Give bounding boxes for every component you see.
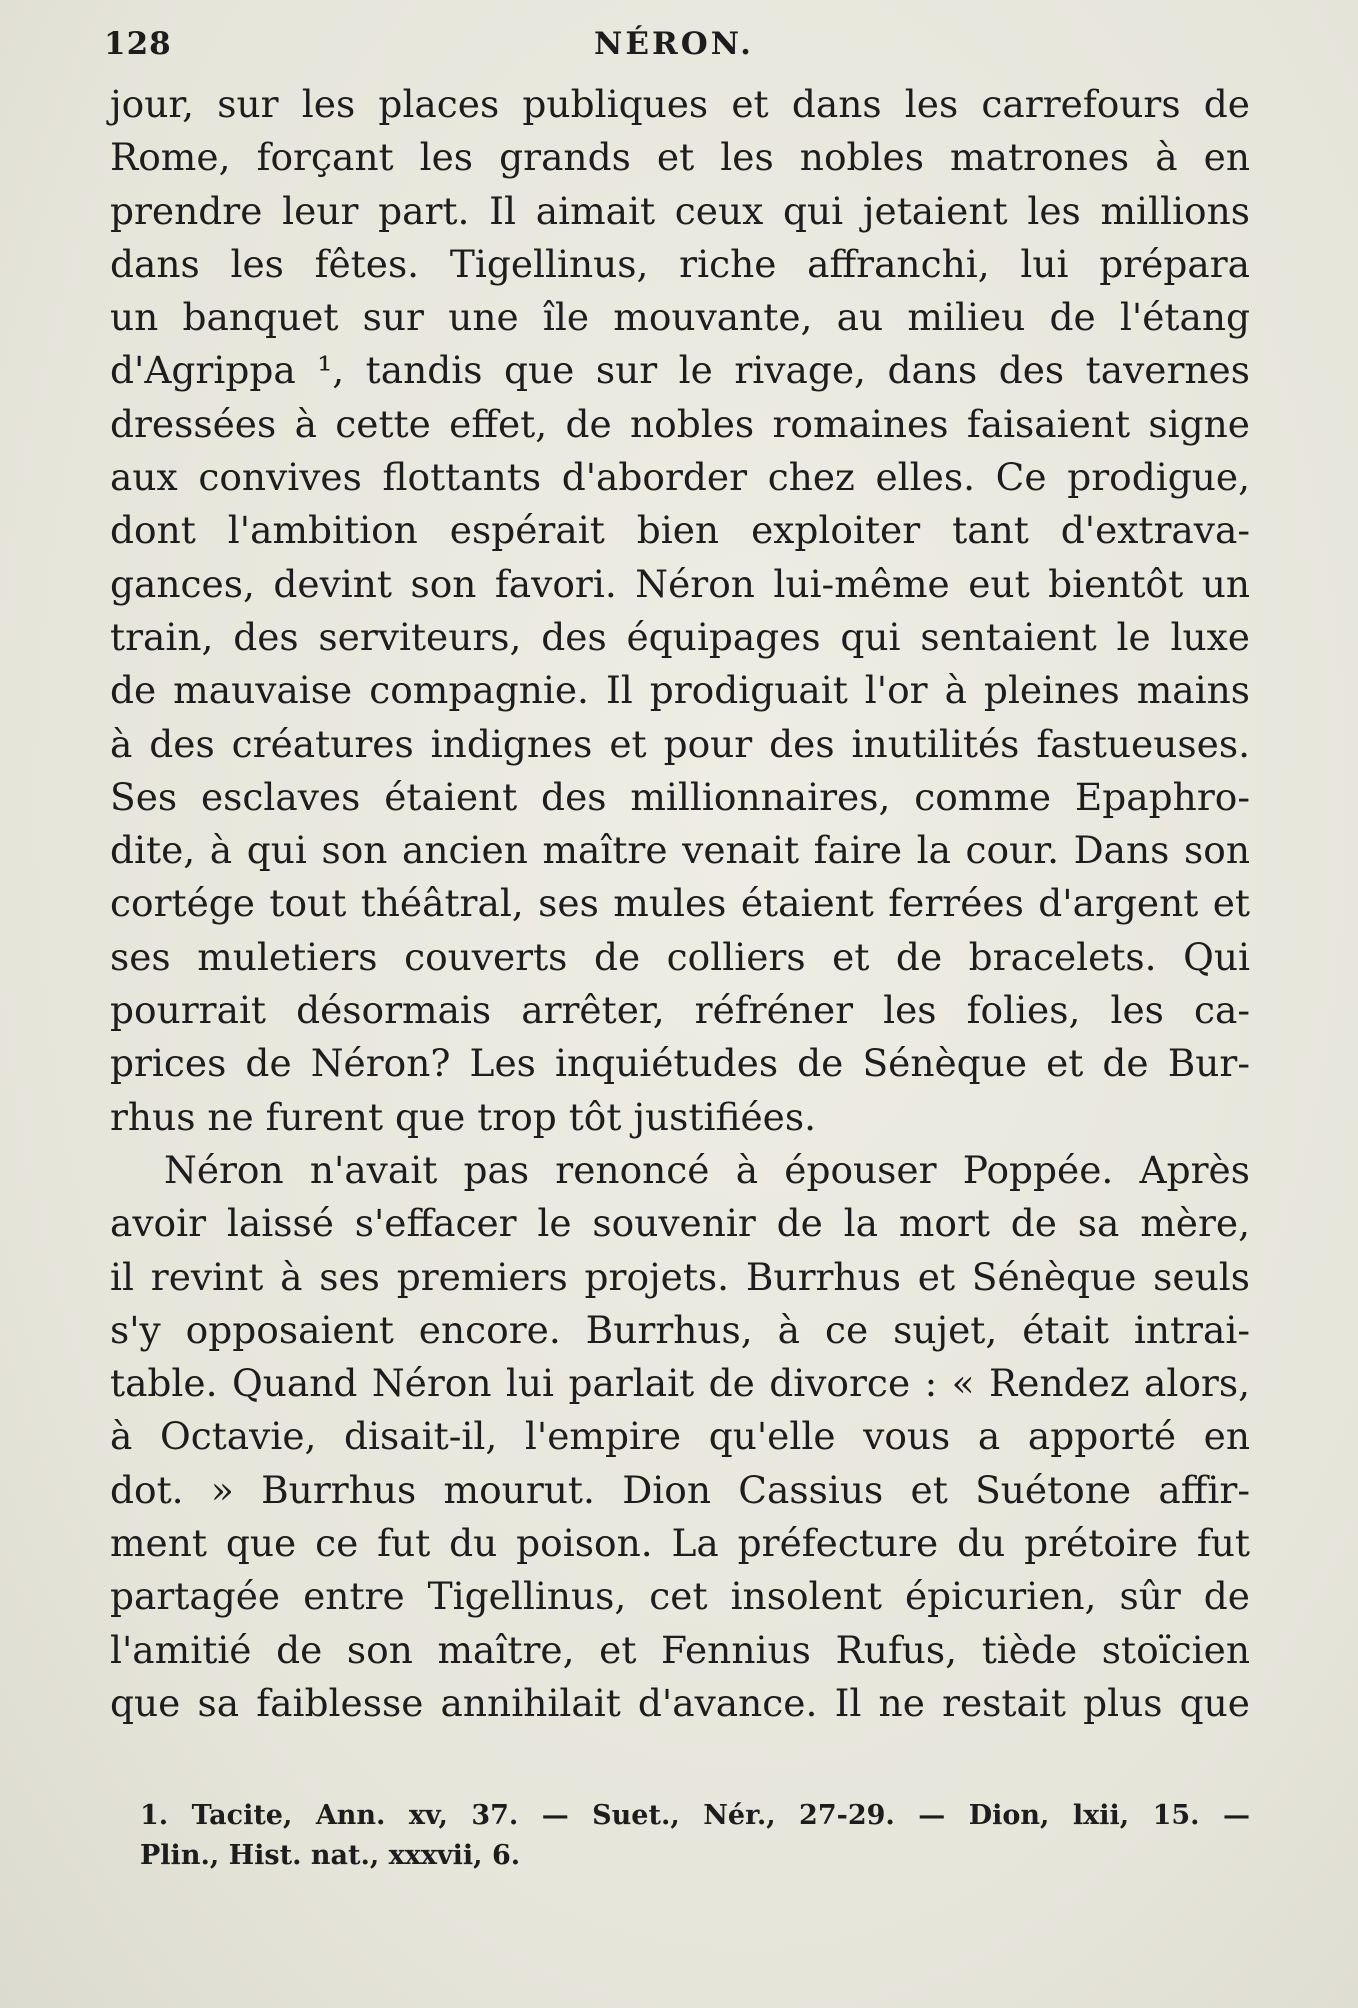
text-line: prendre leur part. Il aimait ceux qui jetaient les millions <box>110 188 1250 233</box>
footnote-line: Plin., Hist. nat., xxxvii, 6. <box>140 1840 521 1871</box>
text-line: pourrait désormais arrêter, réfréner les folies, les ca- <box>110 988 1250 1033</box>
text-line: cortége tout théâtral, ses mules étaient ferrées d'argent et <box>110 881 1250 926</box>
text-line: Rome, forçant les grands et les nobles matrones à en <box>110 135 1250 180</box>
page-number: 128 <box>104 26 172 62</box>
text-line: un banquet sur une île mouvante, au milieu de l'étang <box>110 295 1250 340</box>
text-line: rhus ne furent que trop tôt justifiées. <box>110 1094 816 1139</box>
text-line: à Octavie, disait-il, l'empire qu'elle vous a apporté en <box>110 1414 1250 1459</box>
text-line: train, des serviteurs, des équipages qui sentaient le luxe <box>110 614 1250 659</box>
footnote-line: 1. Tacite, Ann. xv, 37. — Suet., Nér., 27-29. — Dion, lxii, 15. — <box>140 1800 1250 1831</box>
text-line: dot. » Burrhus mourut. Dion Cassius et Suétone affir- <box>110 1467 1250 1512</box>
text-line: ses muletiers couverts de colliers et de bracelets. Qui <box>110 934 1250 979</box>
text-line: dans les fêtes. Tigellinus, riche affranchi, lui prépara <box>110 241 1250 286</box>
text-line: il revint à ses premiers projets. Burrhus et Sénèque seuls <box>110 1254 1250 1299</box>
text-line: dite, à qui son ancien maître venait faire la cour. Dans son <box>110 828 1250 873</box>
paragraph-1 <box>110 78 1250 1144</box>
running-title: NÉRON. <box>594 26 754 62</box>
text-line: dressées à cette effet, de nobles romaines faisaient signe <box>110 401 1250 446</box>
text-line: Ses esclaves étaient des millionnaires, comme Epaphro- <box>110 774 1250 819</box>
text-line: d'Agrippa ¹, tandis que sur le rivage, dans des tavernes <box>110 348 1250 393</box>
text-line: de mauvaise compagnie. Il prodiguait l'or à pleines mains <box>110 668 1250 713</box>
text-line: que sa faiblesse annihilait d'avance. Il ne restait plus que <box>110 1680 1250 1725</box>
text-line: Néron n'avait pas renoncé à épouser Poppée. Après <box>164 1147 1250 1192</box>
text-line: ment que ce fut du poison. La préfecture du prétoire fut <box>110 1521 1250 1566</box>
body-text <box>110 78 1250 1730</box>
text-line: aux convives flottants d'aborder chez elles. Ce prodigue, <box>110 455 1250 500</box>
footnotes <box>140 1796 1250 1876</box>
text-line: prices de Néron? Les inquiétudes de Sénèque et de Bur- <box>110 1041 1250 1086</box>
text-line: avoir laissé s'effacer le souvenir de la mort de sa mère, <box>110 1201 1250 1246</box>
text-line: l'amitié de son maître, et Fennius Rufus, tiède stoïcien <box>110 1627 1250 1672</box>
text-line: à des créatures indignes et pour des inutilités fastueuses. <box>110 721 1250 766</box>
paragraph-2 <box>110 1144 1250 1730</box>
text-line: dont l'ambition espérait bien exploiter tant d'extrava- <box>110 508 1250 553</box>
text-line: table. Quand Néron lui parlait de divorce : « Rendez alors, <box>110 1361 1250 1406</box>
text-line: partagée entre Tigellinus, cet insolent épicurien, sûr de <box>110 1574 1250 1619</box>
text-line: jour, sur les places publiques et dans les carrefours de <box>110 82 1250 126</box>
text-line: s'y opposaient encore. Burrhus, à ce sujet, était intrai- <box>110 1307 1250 1352</box>
running-head <box>104 22 1254 72</box>
text-line: gances, devint son favori. Néron lui-même eut bientôt un <box>110 561 1250 606</box>
